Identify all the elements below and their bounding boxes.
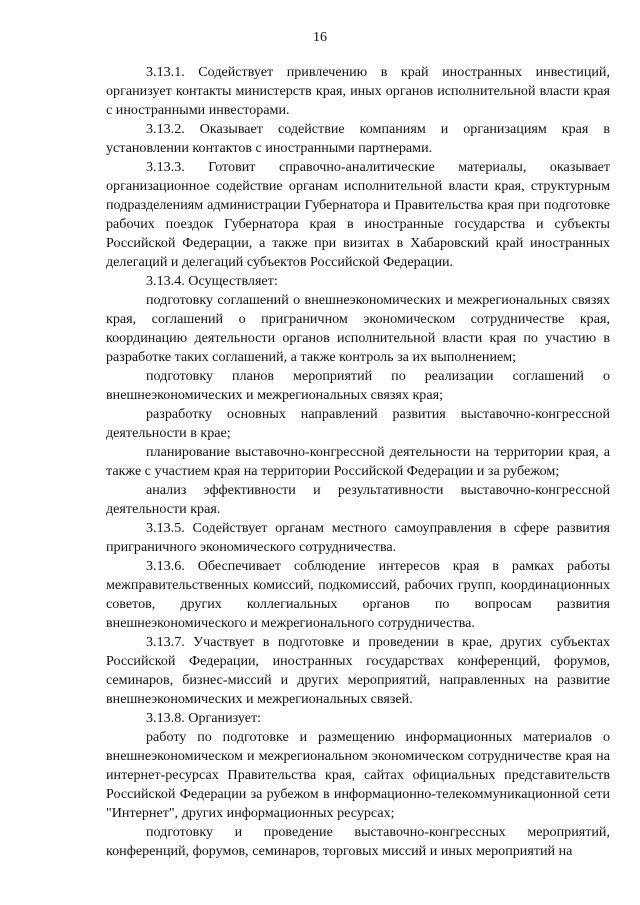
document-body (106, 63, 610, 861)
page-number: 16 (313, 30, 327, 45)
paragraph-3-13-3: 3.13.3. Готовит справочно-аналитические материалы, оказывает организационное содействие органам исполнительной власти края, структурным подразделениям администрации Губернатора и Правительства края при подготовке рабочих поездок Губернатора края в иностранные государства и субъекты Российской Федерации, а также при визитах в Хабаровский край иностранных делегаций и делегаций субъектов Российской Федерации. (106, 159, 610, 270)
paragraph-3-13-6: 3.13.6. Обеспечивает соблюдение интересов края в рамках работы межправительственных комиссий, подкомиссий, рабочих групп, координационных советов, других коллегиальных органов по вопросам развития внешнеэкономического и межрегионального сотрудничества. (106, 558, 610, 631)
list-item: планирование выставочно-конгрессной деятельности на территории края, а также с участием края на территории Российской Федерации и за рубежом; (106, 444, 610, 479)
paragraph-3-13-4-heading: 3.13.4. Осуществляет: (146, 273, 278, 289)
paragraph-3-13-8-heading: 3.13.8. Организует: (146, 710, 262, 726)
paragraph-3-13-7: 3.13.7. Участвует в подготовке и проведении в крае, других субъектах Российской Федерации, иностранных государствах конференций, форумов, семинаров, бизнес-миссий и других мероприятий, направленных на развитие внешнеэкономических и межрегиональных связей. (106, 634, 610, 707)
list-item: подготовку планов мероприятий по реализации соглашений о внешнеэкономических и межрегиональных связях края; (106, 368, 610, 403)
list-item: анализ эффективности и результативности выставочно-конгрессной деятельности края. (106, 482, 610, 517)
list-item: работу по подготовке и размещению информационных материалов о внешнеэкономическом и межрегиональном экономическом сотрудничестве края на интернет-ресурсах Правительства края, сайтах официальных представительств Российской Федерации за рубежом в информационно-телекоммуникационной сети "Интернет", других информационных ресурсах; (106, 729, 610, 821)
paragraph-3-13-5: 3.13.5. Содействует органам местного самоуправления в сфере развития приграничного экономического сотрудничества. (106, 520, 610, 555)
paragraph-3-13-2: 3.13.2. Оказывает содействие компаниям и организациям края в установлении контактов с иностранными партнерами. (106, 121, 610, 156)
list-item: разработку основных направлений развития выставочно-конгрессной деятельности в крае; (106, 406, 610, 441)
list-item: подготовку соглашений о внешнеэкономических и межрегиональных связях края, соглашений о приграничном экономическом сотрудничестве края, координацию деятельности органов исполнительной власти края по участию в разработке таких соглашений, а также контроль за их выполнением; (106, 292, 610, 365)
paragraph-3-13-1: 3.13.1. Содействует привлечению в край иностранных инвестиций, организует контакты министерств края, иных органов исполнительной власти края с иностранными инвесторами. (106, 64, 610, 118)
list-item: подготовку и проведение выставочно-конгрессных мероприятий, конференций, форумов, семинаров, торговых миссий и иных мероприятий на (106, 824, 610, 859)
